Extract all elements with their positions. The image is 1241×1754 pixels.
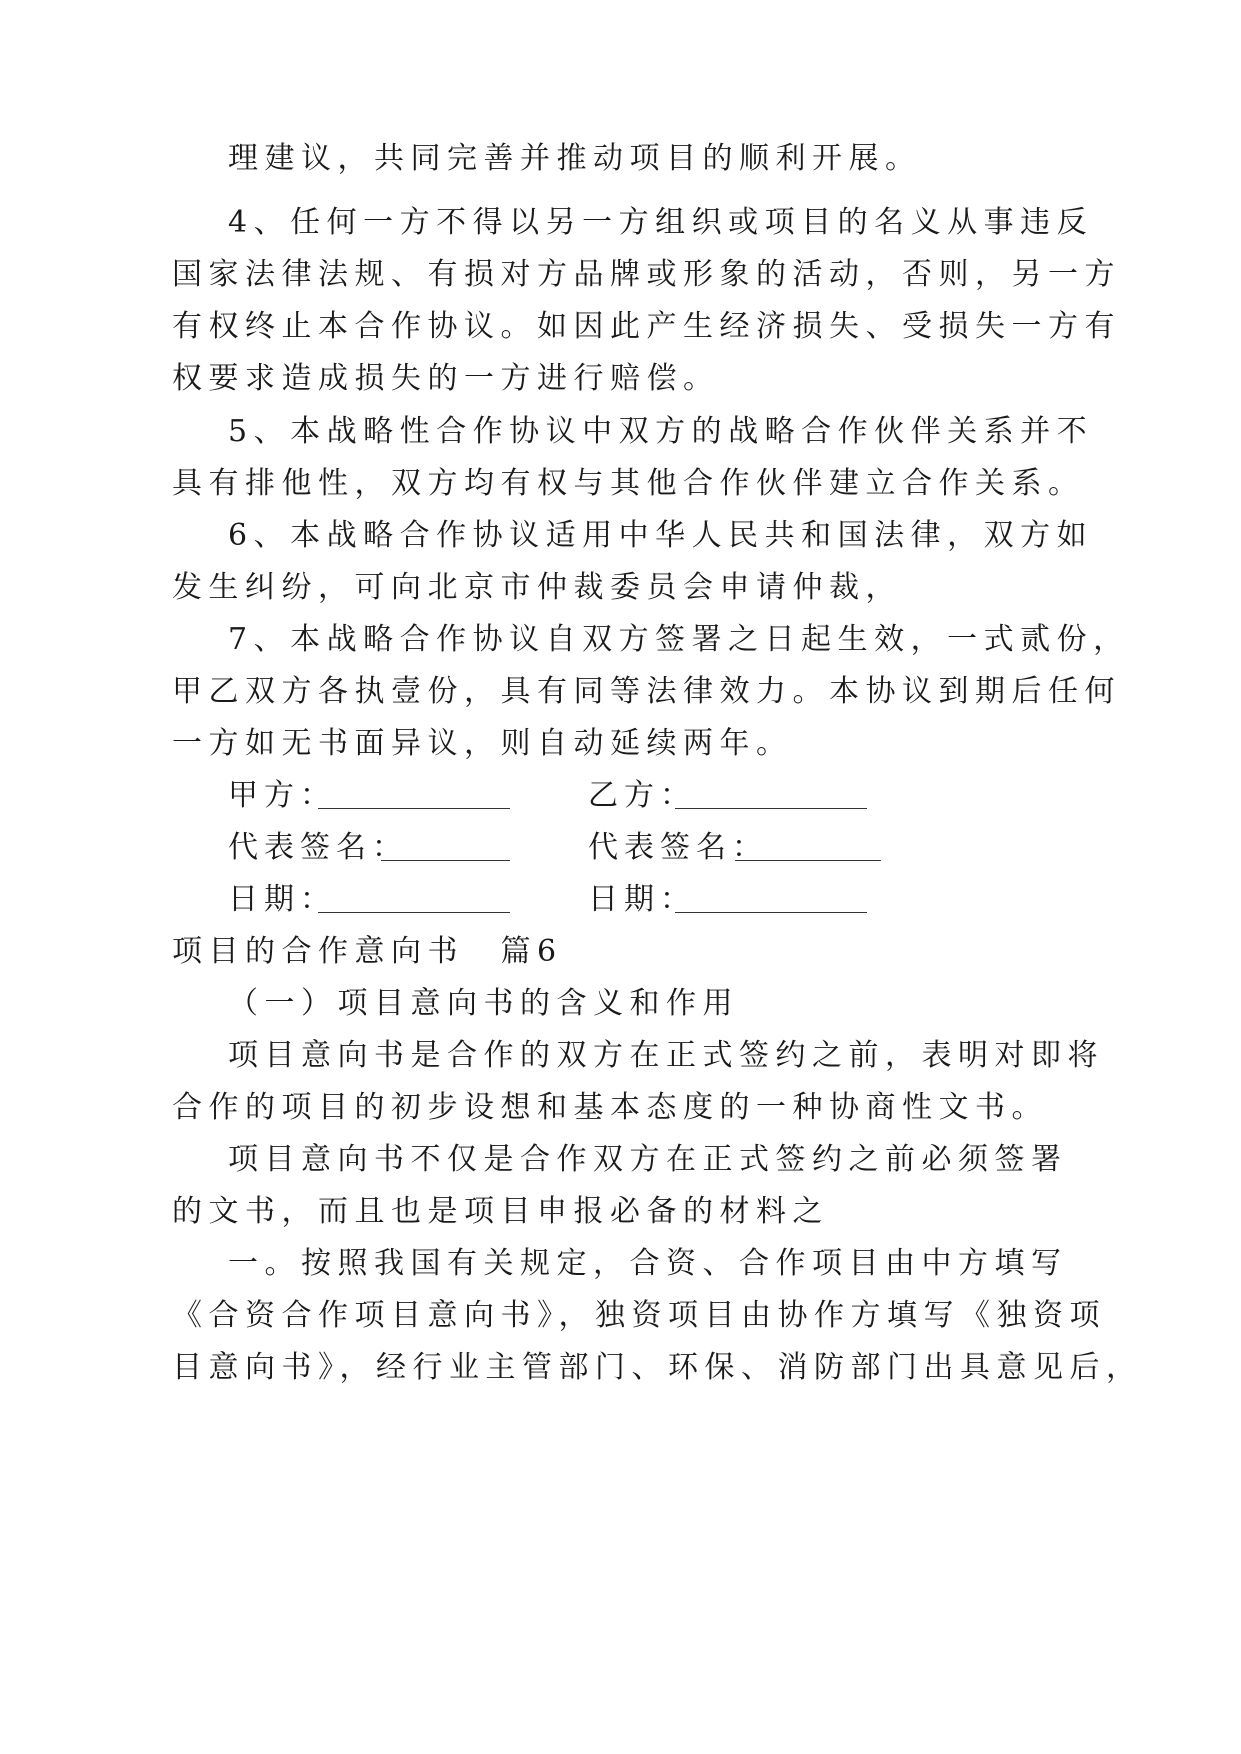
party-a-signature-line <box>318 808 510 809</box>
party-b-label: 乙方： <box>588 778 696 813</box>
paragraph-line: 7、本战略合作协议自双方签署之日起生效，一式贰份， <box>228 622 1130 657</box>
paragraph-line: 理建议，共同完善并推动项目的顺利开展。 <box>228 141 922 176</box>
subsection-heading: （一）项目意向书的含义和作用 <box>228 986 739 1021</box>
paragraph-line: 项目意向书不仅是合作双方在正式签约之前必须签署 <box>228 1142 1068 1177</box>
paragraph-line: 项目意向书是合作的双方在正式签约之前，表明对即将 <box>228 1038 1104 1073</box>
date-a-line <box>318 912 510 913</box>
paragraph-line: 目意向书》，经行业主管部门、环保、消防部门出具意见后， <box>172 1350 1143 1385</box>
paragraph-line: 甲乙双方各执壹份，具有同等法律效力。本协议到期后任何 <box>172 674 1121 709</box>
paragraph-line: 的文书，而且也是项目申报必备的材料之 <box>172 1194 829 1229</box>
paragraph-line: 合作的项目的初步设想和基本态度的一种协商性文书。 <box>172 1090 1048 1125</box>
party-b-signature-line <box>675 808 867 809</box>
paragraph-line: 《合资合作项目意向书》，独资项目由协作方填写《独资项 <box>172 1298 1106 1333</box>
paragraph-line: 一。按照我国有关规定，合资、合作项目由中方填写 <box>228 1246 1068 1281</box>
paragraph-line: 5、本战略性合作协议中双方的战略合作伙伴关系并不 <box>228 414 1094 449</box>
date-b-label: 日期： <box>588 882 696 917</box>
rep-a-signature-line <box>381 860 510 861</box>
date-b-line <box>675 912 867 913</box>
rep-b-label: 代表签名： <box>588 830 768 865</box>
paragraph-line: 有权终止本合作协议。如因此产生经济损失、受损失一方有 <box>172 309 1121 344</box>
party-a-label: 甲方： <box>228 778 336 813</box>
section-heading: 项目的合作意向书 篇6 <box>172 934 563 969</box>
paragraph-line: 权要求造成损失的一方进行赔偿。 <box>172 361 720 396</box>
rep-b-signature-line <box>735 860 881 861</box>
paragraph-line: 发生纠纷，可向北京市仲裁委员会申请仲裁， <box>172 570 902 605</box>
paragraph-line: 一方如无书面异议，则自动延续两年。 <box>172 726 793 761</box>
date-a-label: 日期： <box>228 882 336 917</box>
paragraph-line: 国家法律法规、有损对方品牌或形象的活动，否则，另一方 <box>172 257 1121 292</box>
rep-a-label: 代表签名： <box>228 830 408 865</box>
paragraph-line: 4、任何一方不得以另一方组织或项目的名义从事违反 <box>228 205 1094 240</box>
paragraph-line: 6、本战略合作协议适用中华人民共和国法律，双方如 <box>228 518 1094 553</box>
paragraph-line: 具有排他性，双方均有权与其他合作伙伴建立合作关系。 <box>172 466 1085 501</box>
